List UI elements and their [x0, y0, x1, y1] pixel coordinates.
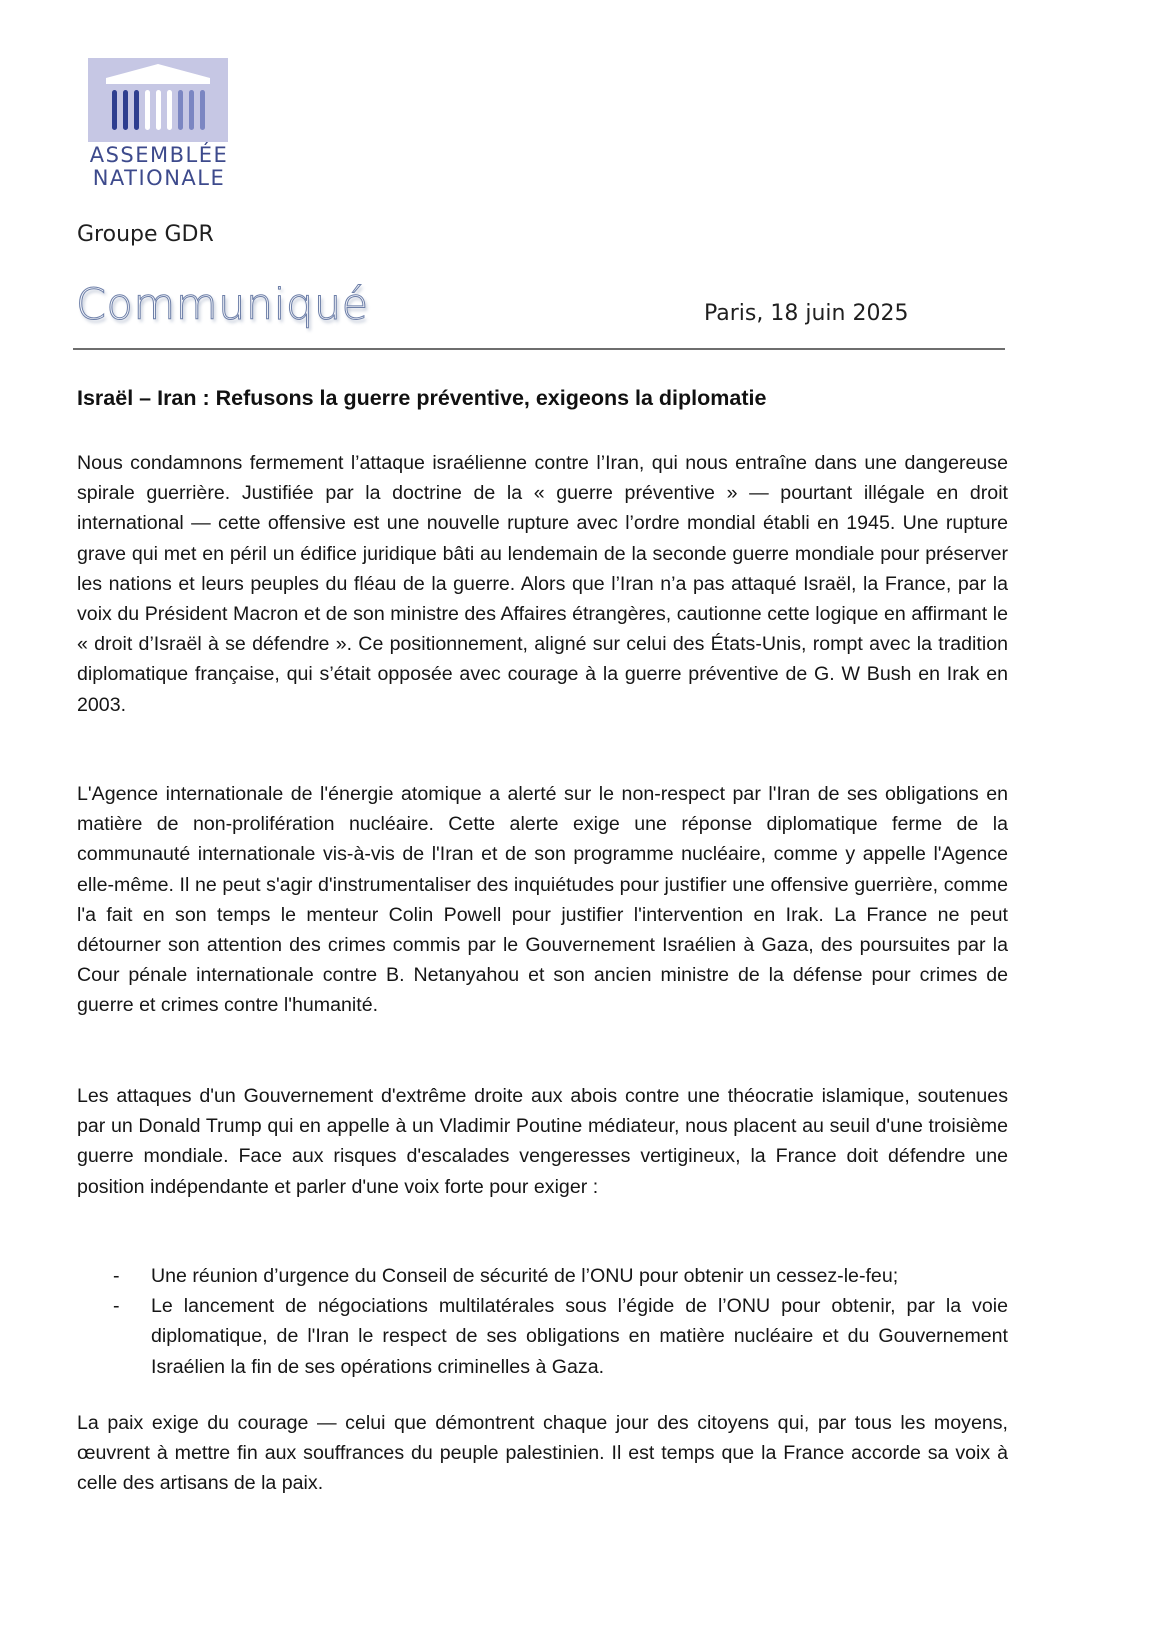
paragraph-2: L'Agence internationale de l'énergie atomique a alerté sur le non-respect par l'Iran de ses obligations en matière de non-prolifération nucléaire. Cette alerte exige une réponse diplomatique ferme de la communauté internationale vis-à-vis de l'Iran et de son programme nucléaire, comme y appelle l'Agence elle-même. Il ne peut s'agir d'instrumentaliser des inquiétudes pour justifier une offensive guerrière, comme l'a fait en son temps le menteur Colin Powell pour justifier l'intervention en Irak. La France ne peut détourner son attention des crimes commis par le Gouvernement Israélien à Gaza, des poursuites par la Cour pénale internationale contre B. Netanyahou et son ancien ministre de la défense pour crimes de guerre et crimes contre l'humanité.: [77, 783, 1008, 1017]
dash-bullet-icon: -: [113, 1295, 120, 1318]
logo-line-1: ASSEMBLÉE: [89, 143, 229, 167]
list-item: [77, 1261, 1008, 1291]
document-type-title: Communiqué: [76, 280, 369, 330]
group-name: Groupe GDR: [77, 222, 214, 247]
place-date: Paris, 18 juin 2025: [704, 301, 909, 326]
dash-bullet-icon: -: [113, 1265, 120, 1287]
palais-bourbon-icon: [88, 58, 228, 142]
logo-line-2: NATIONALE: [92, 166, 226, 190]
list-item-text: Une réunion d’urgence du Conseil de sécurité de l’ONU pour obtenir un cessez-le-feu;: [151, 1265, 899, 1287]
closing-paragraph: La paix exige du courage — celui que démontrent chaque jour des citoyens qui, par tous les moyens, œuvrent à mettre fin aux souffrances du peuple palestinien. Il est temps que la France accorde sa voix à celle des artisans de la paix.: [77, 1412, 1008, 1495]
header-divider: [73, 348, 1005, 350]
demands-list: [77, 1261, 1008, 1382]
headline: Israël – Iran : Refusons la guerre préventive, exigeons la diplomatie: [77, 386, 767, 410]
paragraph-3: Les attaques d'un Gouvernement d'extrême droite aux abois contre une théocratie islamique, soutenues par un Donald Trump qui en appelle à un Vladimir Poutine médiateur, nous placent au seuil d'une troisième guerre mondiale. Face aux risques d'escalades vengeresses vertigineux, la France doit défendre une position indépendante et parler d'une voix forte pour exiger :: [77, 1085, 1008, 1198]
list-item: [77, 1291, 1008, 1382]
list-item-text: Le lancement de négociations multilatérales sous l’égide de l’ONU pour obtenir, par la voie diplomatique, de l'Iran le respect de ses obligations en matière nucléaire et du Gouvernement Israélien la fin de ses opérations criminelles à Gaza.: [151, 1295, 1008, 1378]
assemblee-nationale-logo: [88, 58, 230, 190]
paragraph-1: Nous condamnons fermement l’attaque israélienne contre l’Iran, qui nous entraîne dans une dangereuse spirale guerrière. Justifiée par la doctrine de la « guerre préventive » — pourtant illégale en droit international — cette offensive est une nouvelle rupture avec l’ordre mondial établi en 1945. Une rupture grave qui met en péril un édifice juridique bâti au lendemain de la seconde guerre mondiale pour préserver les nations et leurs peuples du fléau de la guerre. Alors que l’Iran n’a pas attaqué Israël, la France, par la voix du Président Macron et de son ministre des Affaires étrangères, cautionne cette logique en affirmant le « droit d’Israël à se défendre ». Ce positionnement, aligné sur celui des États-Unis, rompt avec la tradition diplomatique française, qui s’était opposée avec courage à la guerre préventive de G. W Bush en Irak en 2003.: [77, 452, 1008, 716]
